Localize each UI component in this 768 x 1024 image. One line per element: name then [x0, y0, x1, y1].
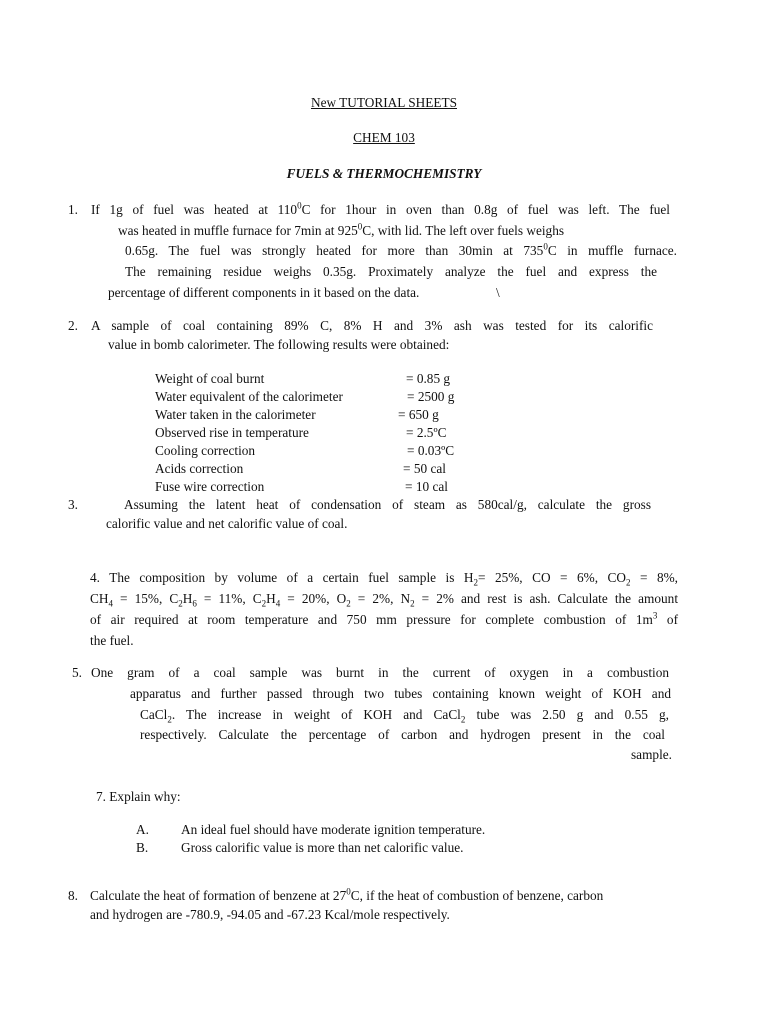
q7-item-letter: A. — [136, 822, 149, 837]
q2-row-label: Observed rise in temperature — [155, 425, 309, 440]
q3-number: 3. — [68, 497, 78, 512]
q2-line-2: value in bomb calorimeter. The following results were obtained: — [108, 337, 450, 352]
q5-line-3-part: CaCl — [140, 707, 168, 722]
q1-line-1 — [91, 202, 670, 218]
q3-line-2: calorific value and net calorific value of coal. — [106, 516, 348, 531]
q1-line-2-b: C, with lid. The left over fuels weighs — [362, 223, 565, 238]
q1-number: 1. — [68, 202, 78, 217]
q5-line-4: respectively. Calculate the percentage of carbon and hydrogen present in the coal — [140, 727, 665, 742]
q8-line-1 — [90, 888, 603, 904]
q5-number: 5. — [72, 665, 82, 680]
q7-item-text: Gross calorific value is more than net calorific value. — [181, 840, 464, 855]
q1-line-3-b: C in muffle furnace. — [547, 243, 677, 258]
q4-line-1-c: = 8%, — [630, 570, 679, 585]
q5-line-3-sub: 2 — [167, 714, 172, 725]
q2-row-value: = 650 g — [398, 407, 439, 422]
q1-line-3 — [125, 243, 677, 259]
q4-line-2-part: = 20%, O — [280, 591, 347, 606]
q5-line-3-sub: 2 — [460, 714, 466, 725]
q4-line-2-sub: 2 — [261, 598, 267, 609]
heading-line-1 — [0, 95, 768, 111]
q1-line-2-a: was heated in muffle furnace for 7min at 925 — [118, 223, 358, 238]
q4-line-3 — [90, 612, 678, 628]
q1-line-2-sup: 0 — [357, 221, 363, 232]
q4-line-2-part: H — [182, 591, 193, 606]
q5-line-2: apparatus and further passed through two tubes containing known weight of KOH and — [130, 686, 671, 701]
q2-row-label: Water taken in the calorimeter — [155, 407, 316, 422]
q4-line-1-a: 4. The composition by volume of a certain fuel sample is H — [90, 570, 474, 585]
q4-line-2-part: CH — [90, 591, 109, 606]
heading-line-3-text: FUELS & THERMOCHEMISTRY — [286, 166, 482, 181]
q4-line-1-b: = 25%, CO = 6%, CO — [477, 570, 627, 585]
q2-row-value: = 2500 g — [407, 389, 455, 404]
q4-line-3-a: of air required at room temperature and 750 mm pressure for complete combustion of 1m — [90, 612, 653, 627]
q4-line-2-part: = 2%, N — [350, 591, 411, 606]
q2-line-1: A sample of coal containing 89% C, 8% H and 3% ash was tested for its calorific — [91, 318, 653, 333]
q7-stem: 7. Explain why: — [96, 789, 181, 804]
q7-item-text: An ideal fuel should have moderate ignition temperature. — [181, 822, 486, 837]
q1-stray-mark: \ — [496, 285, 500, 300]
q2-row-label: Acids correction — [155, 461, 244, 476]
q1-line-3-a: 0.65g. The fuel was strongly heated for more than 30min at 735 — [125, 243, 544, 258]
q4-line-2-sub: 4 — [275, 598, 281, 609]
q4-line-2-part: = 11%, C — [196, 591, 262, 606]
q4-line-1-sub-2: 2 — [626, 577, 631, 588]
q5-line-3-part: . The increase in weight of KOH and CaCl — [171, 707, 461, 722]
q4-line-3-b: of — [657, 612, 678, 627]
q4-line-2-part: H — [266, 591, 276, 606]
q4-line-2-sub: 2 — [410, 598, 415, 609]
q4-line-2-sub: 2 — [346, 598, 351, 609]
q4-line-2-sub: 2 — [178, 598, 183, 609]
q5-line-1: One gram of a coal sample was burnt in the current of oxygen in a combustion — [91, 665, 669, 680]
q5-line-5: sample. — [631, 747, 672, 762]
q2-row-value: = 0.85 g — [406, 371, 451, 386]
q1-line-4: The remaining residue weighs 0.35g. Proximately analyze the fuel and express the — [125, 264, 657, 279]
q2-row-label: Fuse wire correction — [155, 479, 265, 494]
q4-line-4: the fuel. — [90, 633, 134, 648]
q4-line-3-sup: 3 — [652, 610, 658, 621]
q1-line-1-sup: 0 — [297, 200, 302, 211]
heading-line-3 — [0, 166, 768, 182]
q8-line-1-a: Calculate the heat of formation of benzene at 27 — [90, 888, 347, 903]
q4-line-1-sub-1: 2 — [473, 577, 478, 588]
q2-row-value: = 0.03ºC — [407, 443, 455, 458]
q3-line-1: Assuming the latent heat of condensation of steam as 580cal/g, calculate the gross — [124, 497, 651, 512]
q2-row-label: Water equivalent of the calorimeter — [155, 389, 343, 404]
q5-line-3 — [140, 707, 669, 723]
q1-line-1-a: If 1g of fuel was heated at 110 — [91, 202, 298, 217]
q4-line-2-sub: 4 — [108, 598, 113, 609]
q4-line-2 — [90, 591, 678, 607]
q2-row-value: = 2.5ºC — [406, 425, 447, 440]
q1-line-1-b: C for 1hour in oven than 0.8g of fuel was left. The fuel — [301, 202, 670, 217]
q8-line-1-sup: 0 — [346, 886, 351, 897]
q4-line-2-sub: 6 — [192, 598, 197, 609]
q8-line-1-b: C, if the heat of combustion of benzene, carbon — [350, 888, 604, 903]
heading-line-2-text: CHEM 103 — [353, 130, 415, 145]
q2-row-label: Cooling correction — [155, 443, 256, 458]
q5-line-3-part: tube was 2.50 g and 0.55 g, — [465, 707, 670, 722]
q2-number: 2. — [68, 318, 78, 333]
q2-row-label: Weight of coal burnt — [155, 371, 265, 386]
q8-line-2: and hydrogen are -780.9, -94.05 and -67.23 Kcal/mole respectively. — [90, 907, 450, 922]
q1-line-2 — [118, 223, 564, 239]
q1-line-3-sup: 0 — [543, 241, 548, 252]
heading-line-2 — [0, 130, 768, 146]
q2-row-value: = 10 cal — [405, 479, 448, 494]
q4-line-2-part: = 15%, C — [112, 591, 179, 606]
q2-row-value: = 50 cal — [403, 461, 446, 476]
q4-line-2-part: = 2% and rest is ash. Calculate the amount — [414, 591, 679, 606]
q7-item-letter: B. — [136, 840, 149, 855]
heading-line-1-text: New TUTORIAL SHEETS — [310, 95, 457, 110]
q1-line-5: percentage of different components in it based on the data. — [108, 285, 420, 300]
q8-number: 8. — [68, 888, 78, 903]
q4-line-1 — [90, 570, 678, 586]
